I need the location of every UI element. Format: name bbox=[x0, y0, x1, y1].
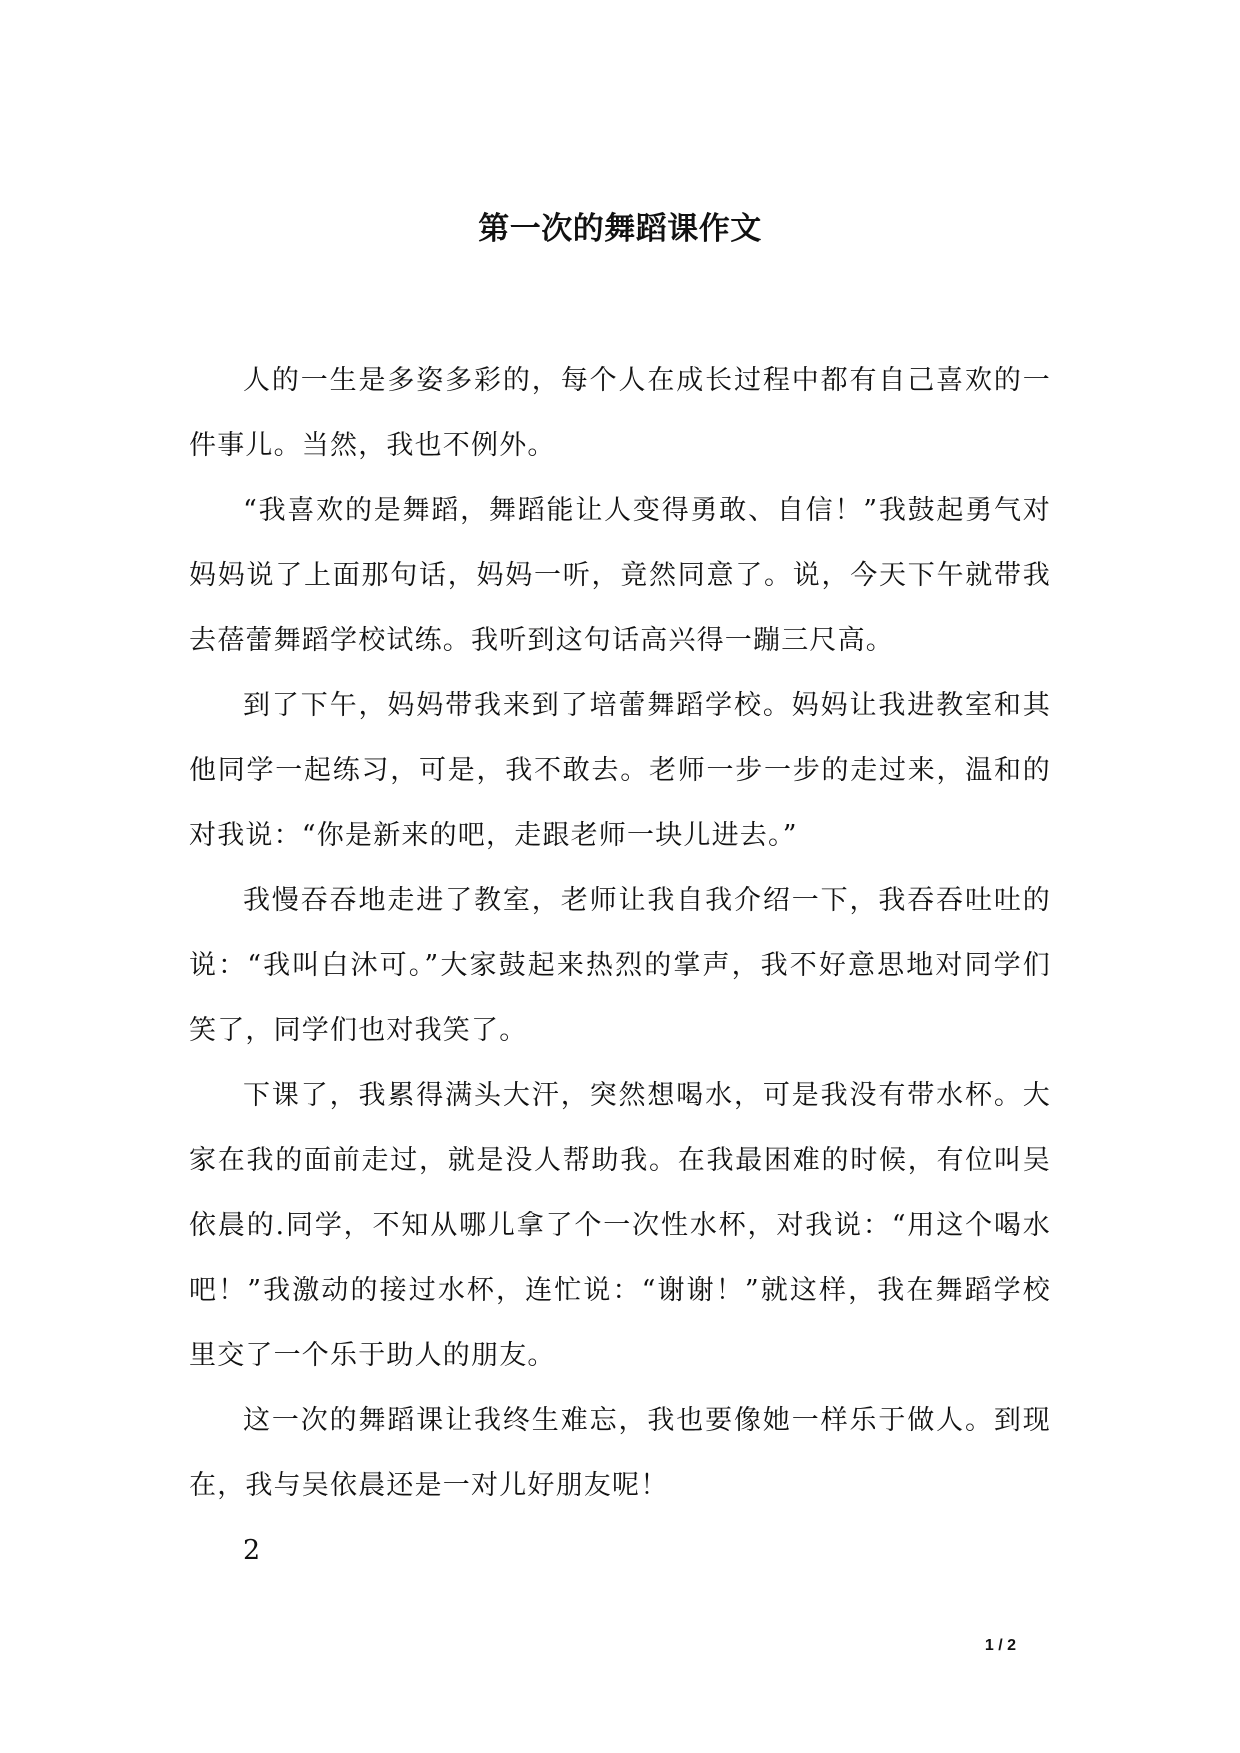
paragraph-1: 人的一生是多姿多彩的，每个人在成长过程中都有自己喜欢的一件事儿。当然，我也不例外。 bbox=[189, 365, 1051, 461]
page-number: 1 / 2 bbox=[984, 1637, 1016, 1654]
paragraph-5: 下课了，我累得满头大汗，突然想喝水，可是我没有带水杯。大家在我的面前走过，就是没人帮助我。在我最困难的时候，有位叫吴依晨的.同学，不知从哪儿拿了个一次性水杯，对我说：“用这个喝水吧！”我激动的接过水杯，连忙说：“谢谢！”就这样，我在舞蹈学校里交了一个乐于助人的朋友。 bbox=[189, 1080, 1051, 1371]
paragraph-6: 这一次的舞蹈课让我终生难忘，我也要像她一样乐于做人。到现在，我与吴依晨还是一对儿好朋友呢！ bbox=[189, 1405, 1051, 1501]
page-footer bbox=[0, 1631, 1240, 1661]
paragraph-4: 我慢吞吞地走进了教室，老师让我自我介绍一下，我吞吞吐吐的说：“我叫白沐可。”大家鼓起来热烈的掌声，我不好意思地对同学们笑了，同学们也对我笑了。 bbox=[189, 885, 1051, 1046]
document-body bbox=[189, 348, 1051, 1583]
paragraph-2: “我喜欢的是舞蹈，舞蹈能让人变得勇敢、自信！”我鼓起勇气对妈妈说了上面那句话，妈妈一听，竟然同意了。说，今天下午就带我去蓓蕾舞蹈学校试练。我听到这句话高兴得一蹦三尺高。 bbox=[189, 495, 1051, 656]
paragraph-7: 2 bbox=[243, 1535, 262, 1566]
paragraph-3: 到了下午，妈妈带我来到了培蕾舞蹈学校。妈妈让我进教室和其他同学一起练习，可是，我不敢去。老师一步一步的走过来，温和的对我说：“你是新来的吧，走跟老师一块儿进去。” bbox=[189, 690, 1051, 851]
document-title: 第一次的舞蹈课作文 bbox=[478, 210, 762, 247]
